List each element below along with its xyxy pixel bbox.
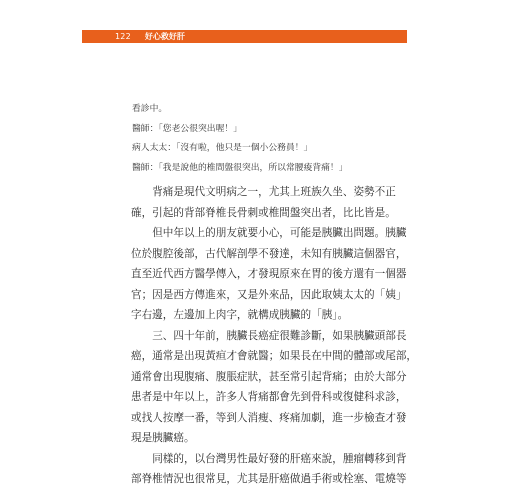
text-line: 確，引起的背部脊椎長骨刺或椎間盤突出者，比比皆是。 [131,206,396,219]
text-line: 背痛是現代文明病之一，尤其上班族久坐、姿勢不正 [152,186,396,198]
text-line: 癌，通常是出現黃疸才會就醫；如果長在中間的體部或尾部， [131,350,418,362]
book-title: 好心救好肝 [144,32,185,41]
dialogue-line: 醫師：「您老公很突出喔！」 [132,123,242,134]
dialogue-line: 病人太太：「沒有啦，他只是一個小公務員！」 [132,143,313,153]
dialogue-line: 看診中。 [132,104,168,114]
dialogue-block [132,100,432,178]
page-number: 122 [115,32,131,41]
body-text [131,182,418,490]
text-line: 患者是中年以上，許多人背痛都會先到骨科或復健科求診， [131,391,407,403]
text-line: 位於腹腔後部，古代解剖學不發達，未知有胰臟這個器官， [131,247,407,260]
text-line: 或找人按摩一番，等到人消瘦、疼痛加劇，進一步檢查才發 [131,411,407,424]
paragraph [131,182,396,223]
text-line: 官；因是西方傳進來，又是外來品，因此取姨太太的「姨」 [131,288,407,301]
paragraph [131,223,407,326]
header-bar [82,30,407,43]
text-line: 現是胰臟癌。 [131,432,195,444]
text-line: 直至近代西方醫學傳入，才發現原來在胃的後方還有一個器 [131,268,407,280]
text-line: 同樣的，以台灣男性最好發的肝癌來說，腫瘤轉移到背 [152,452,407,465]
text-line: 三、四十年前，胰臟長癌症很難診斷，如果胰臟頭部長 [152,329,407,342]
text-line: 但中年以上的朋友就要小心，可能是胰臟出問題。胰臟 [152,227,407,239]
paragraph [131,449,407,490]
text-line: 部脊椎情況也很常見，尤其是肝癌做過手術或栓塞、電燒等 [131,473,407,485]
text-line: 通常會出現腹痛、腹脹症狀，甚至常引起背痛；由於大部分 [131,370,407,383]
text-line: 字右邊，左邊加上肉字，就構成胰臟的「胰」。 [131,309,349,321]
paragraph [131,326,418,449]
dialogue-line: 醫師：「我是說他的椎間盤很突出，所以常腰痠背痛！」 [132,162,348,173]
